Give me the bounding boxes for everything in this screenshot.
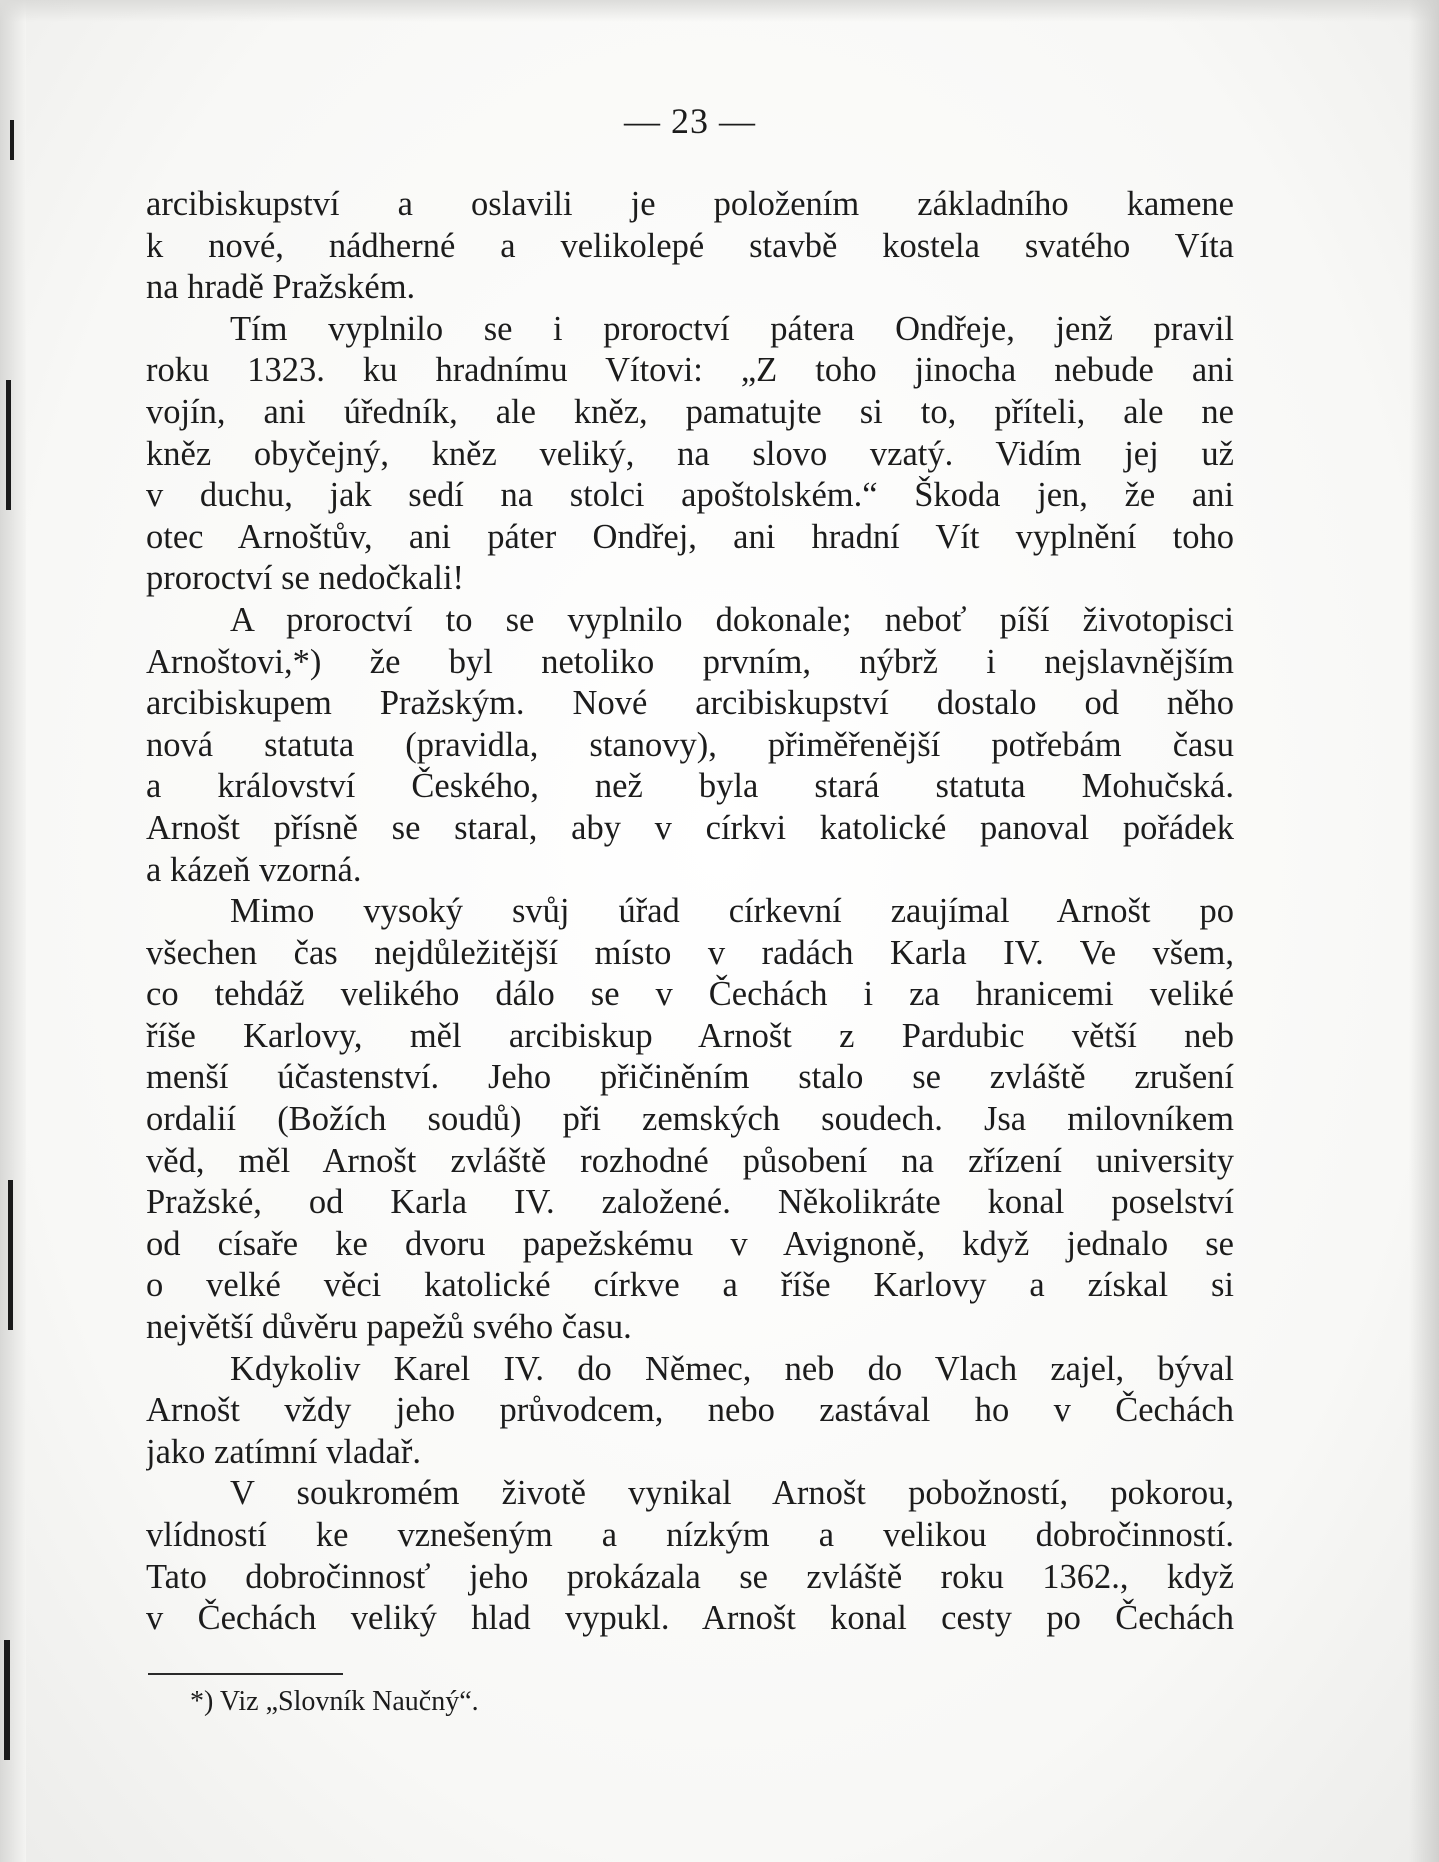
text-line: otec Arnoštův, ani páter Ondřej, ani hradní Vít vyplnění toho	[146, 517, 1234, 556]
text-line: menší účastenství. Jeho přičiněním stalo se zvláště zrušení	[146, 1058, 1234, 1097]
text-line: Pražské, od Karla IV. založené. Několikráte konal poselství	[146, 1183, 1234, 1222]
body-text	[146, 184, 1234, 1640]
text-line: o velké věci katolické církve a říše Karlovy a získal si	[146, 1266, 1234, 1305]
text-line: všechen čas nejdůležitější místo v radách Karla IV. Ve všem,	[146, 933, 1234, 972]
text-line: Arnošt přísně se staral, aby v církvi katolické panoval pořádek	[146, 808, 1234, 847]
text-line: co tehdáž velikého dálo se v Čechách i za hranicemi veliké	[146, 975, 1234, 1014]
text-line: Arnoštovi,*) že byl netoliko prvním, nýbrž i nejslavnějším	[146, 642, 1234, 681]
binding-mark	[8, 1180, 13, 1330]
text-line: vlídností ke vznešeným a nízkým a velikou dobročinností.	[146, 1516, 1234, 1554]
text-line: k nové, nádherné a velikolepé stavbě kostela svatého Víta	[146, 226, 1234, 265]
text-line: a království Českého, než byla stará statuta Mohučská.	[146, 767, 1234, 806]
text-line: arcibiskupem Pražským. Nové arcibiskupství dostalo od něho	[146, 684, 1234, 723]
page-left-edge-shadow	[0, 0, 26, 1862]
text-line: A proroctví to se vyplnilo dokonale; neboť píší životopisci	[230, 600, 1234, 639]
text-line: Mimo vysoký svůj úřad církevní zaujímal Arnošt po	[230, 892, 1234, 931]
text-line: V soukromém životě vynikal Arnošt pobožností, pokorou,	[230, 1474, 1234, 1513]
text-line: a kázeň vzorná.	[146, 850, 362, 889]
text-line: největší důvěru papežů svého času.	[146, 1308, 632, 1347]
text-line: Kdykoliv Karel IV. do Němec, neb do Vlach zajel, býval	[230, 1349, 1234, 1388]
footnote: *) Viz „Slovník Naučný“.	[190, 1686, 479, 1717]
text-line: kněz obyčejný, kněz veliký, na slovo vzatý. Vidím jej už	[146, 434, 1234, 473]
text-line: na hradě Pražském.	[146, 268, 416, 307]
text-line: proroctví se nedočkali!	[146, 559, 465, 598]
text-line: roku 1323. ku hradnímu Vítovi: „Z toho jinocha nebude ani	[146, 351, 1234, 390]
text-line: od císaře ke dvoru papežskému v Avignoně, když jednalo se	[146, 1224, 1234, 1263]
binding-mark	[4, 1640, 10, 1760]
text-line: v duchu, jak sedí na stolci apoštolském.“ Škoda jen, že ani	[146, 476, 1234, 515]
text-line: Tato dobročinnosť jeho prokázala se zvláště roku 1362., když	[146, 1557, 1234, 1596]
text-line: říše Karlovy, měl arcibiskup Arnošt z Pardubic větší neb	[146, 1016, 1234, 1055]
text-line: arcibiskupství a oslavili je položením základního kamene	[146, 185, 1234, 223]
text-line: nová statuta (pravidla, stanovy), přiměřenější potřebám času	[146, 725, 1234, 764]
binding-mark	[6, 380, 11, 510]
page-top-edge-shadow	[0, 0, 1439, 22]
footnote-separator	[148, 1673, 343, 1675]
text-line: Tím vyplnilo se i proroctví pátera Ondřeje, jenž pravil	[230, 309, 1234, 348]
text-line: vojín, ani úředník, ale kněz, pamatujte si to, příteli, ale ne	[146, 392, 1234, 431]
text-line: ordalií (Božích soudů) při zemských soudech. Jsa milovníkem	[146, 1100, 1234, 1139]
page-number: — 23 —	[624, 101, 756, 141]
text-line: Arnošt vždy jeho průvodcem, nebo zastával ho v Čechách	[146, 1391, 1234, 1430]
page-right-edge-shadow	[1409, 0, 1439, 1862]
text-line: jako zatímní vladař.	[146, 1432, 421, 1471]
text-line: věd, měl Arnošt zvláště rozhodné působení na zřízení university	[146, 1141, 1234, 1180]
text-line: v Čechách veliký hlad vypukl. Arnošt konal cesty po Čechách	[146, 1599, 1234, 1638]
